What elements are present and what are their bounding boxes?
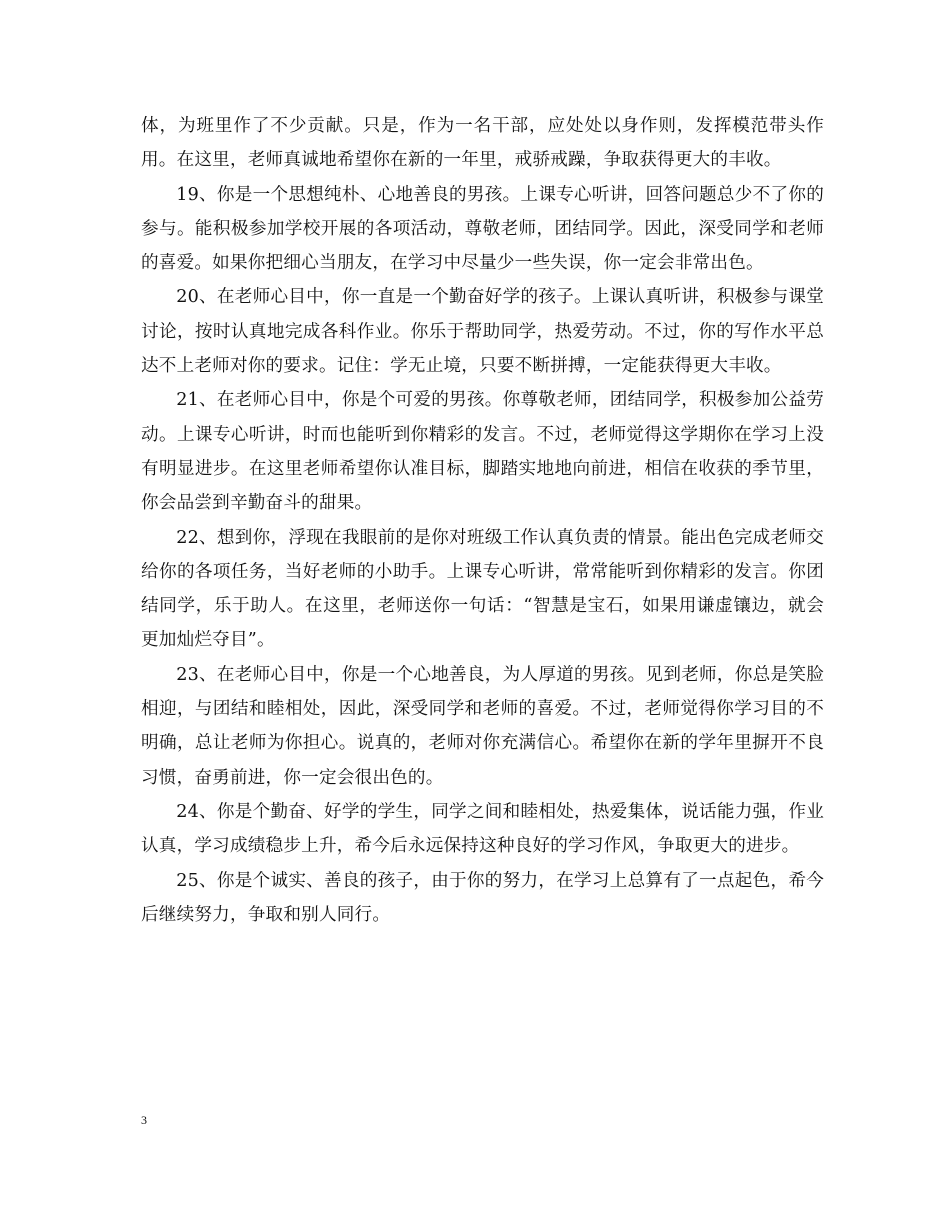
- paragraph-25: 25、你是个诚实、善良的孩子，由于你的努力，在学习上总算有了一点起色，希今后继续努力，争取和别人同行。: [141, 870, 824, 925]
- document-body: [141, 109, 824, 932]
- paragraph-21: 21、在老师心目中，你是个可爱的男孩。你尊敬老师，团结同学，积极参加公益劳动。上课专心听讲，时而也能听到你精彩的发言。不过，老师觉得这学期你在学习上没有明显进步。在这里老师希望你认准目标，脚踏实地地向前进，相信在收获的季节里，你会品尝到辛勤奋斗的甜果。: [141, 390, 824, 514]
- paragraph-19: 19、你是一个思想纯朴、心地善良的男孩。上课专心听讲，回答问题总少不了你的参与。能积极参加学校开展的各项活动，尊敬老师，团结同学。因此，深受同学和老师的喜爱。如果你把细心当朋友，在学习中尽量少一些失误，你一定会非常出色。: [141, 184, 824, 274]
- paragraph-22: 22、想到你，浮现在我眼前的是你对班级工作认真负责的情景。能出色完成老师交给你的各项任务，当好老师的小助手。上课专心听讲，常常能听到你精彩的发言。你团结同学，乐于助人。在这里，老师送你一句话：“智慧是宝石，如果用谦虚镶边，就会更加灿烂夺目”。: [141, 527, 824, 651]
- paragraph-18-continued: 体，为班里作了不少贡献。只是，作为一名干部，应处处以身作则，发挥模范带头作用。在这里，老师真诚地希望你在新的一年里，戒骄戒躁，争取获得更大的丰收。: [141, 116, 824, 171]
- paragraph-24: 24、你是个勤奋、好学的学生，同学之间和睦相处，热爱集体，说话能力强，作业认真，学习成绩稳步上升，希今后永远保持这种良好的学习作风，争取更大的进步。: [141, 801, 824, 857]
- paragraph-20: 20、在老师心目中，你一直是一个勤奋好学的孩子。上课认真听讲，积极参与课堂讨论，按时认真地完成各科作业。你乐于帮助同学，热爱劳动。不过，你的写作水平总达不上老师对你的要求。记住：学无止境，只要不断拼搏，一定能获得更大丰收。: [141, 287, 824, 377]
- page-number: 3: [141, 1113, 147, 1127]
- paragraph-23: 23、在老师心目中，你是一个心地善良，为人厚道的男孩。见到老师，你总是笑脸相迎，与团结和睦相处，因此，深受同学和老师的喜爱。不过，老师觉得你学习目的不明确，总让老师为你担心。说真的，老师对你充满信心。希望你在新的学年里摒开不良习惯，奋勇前进，你一定会很出色的。: [141, 664, 824, 788]
